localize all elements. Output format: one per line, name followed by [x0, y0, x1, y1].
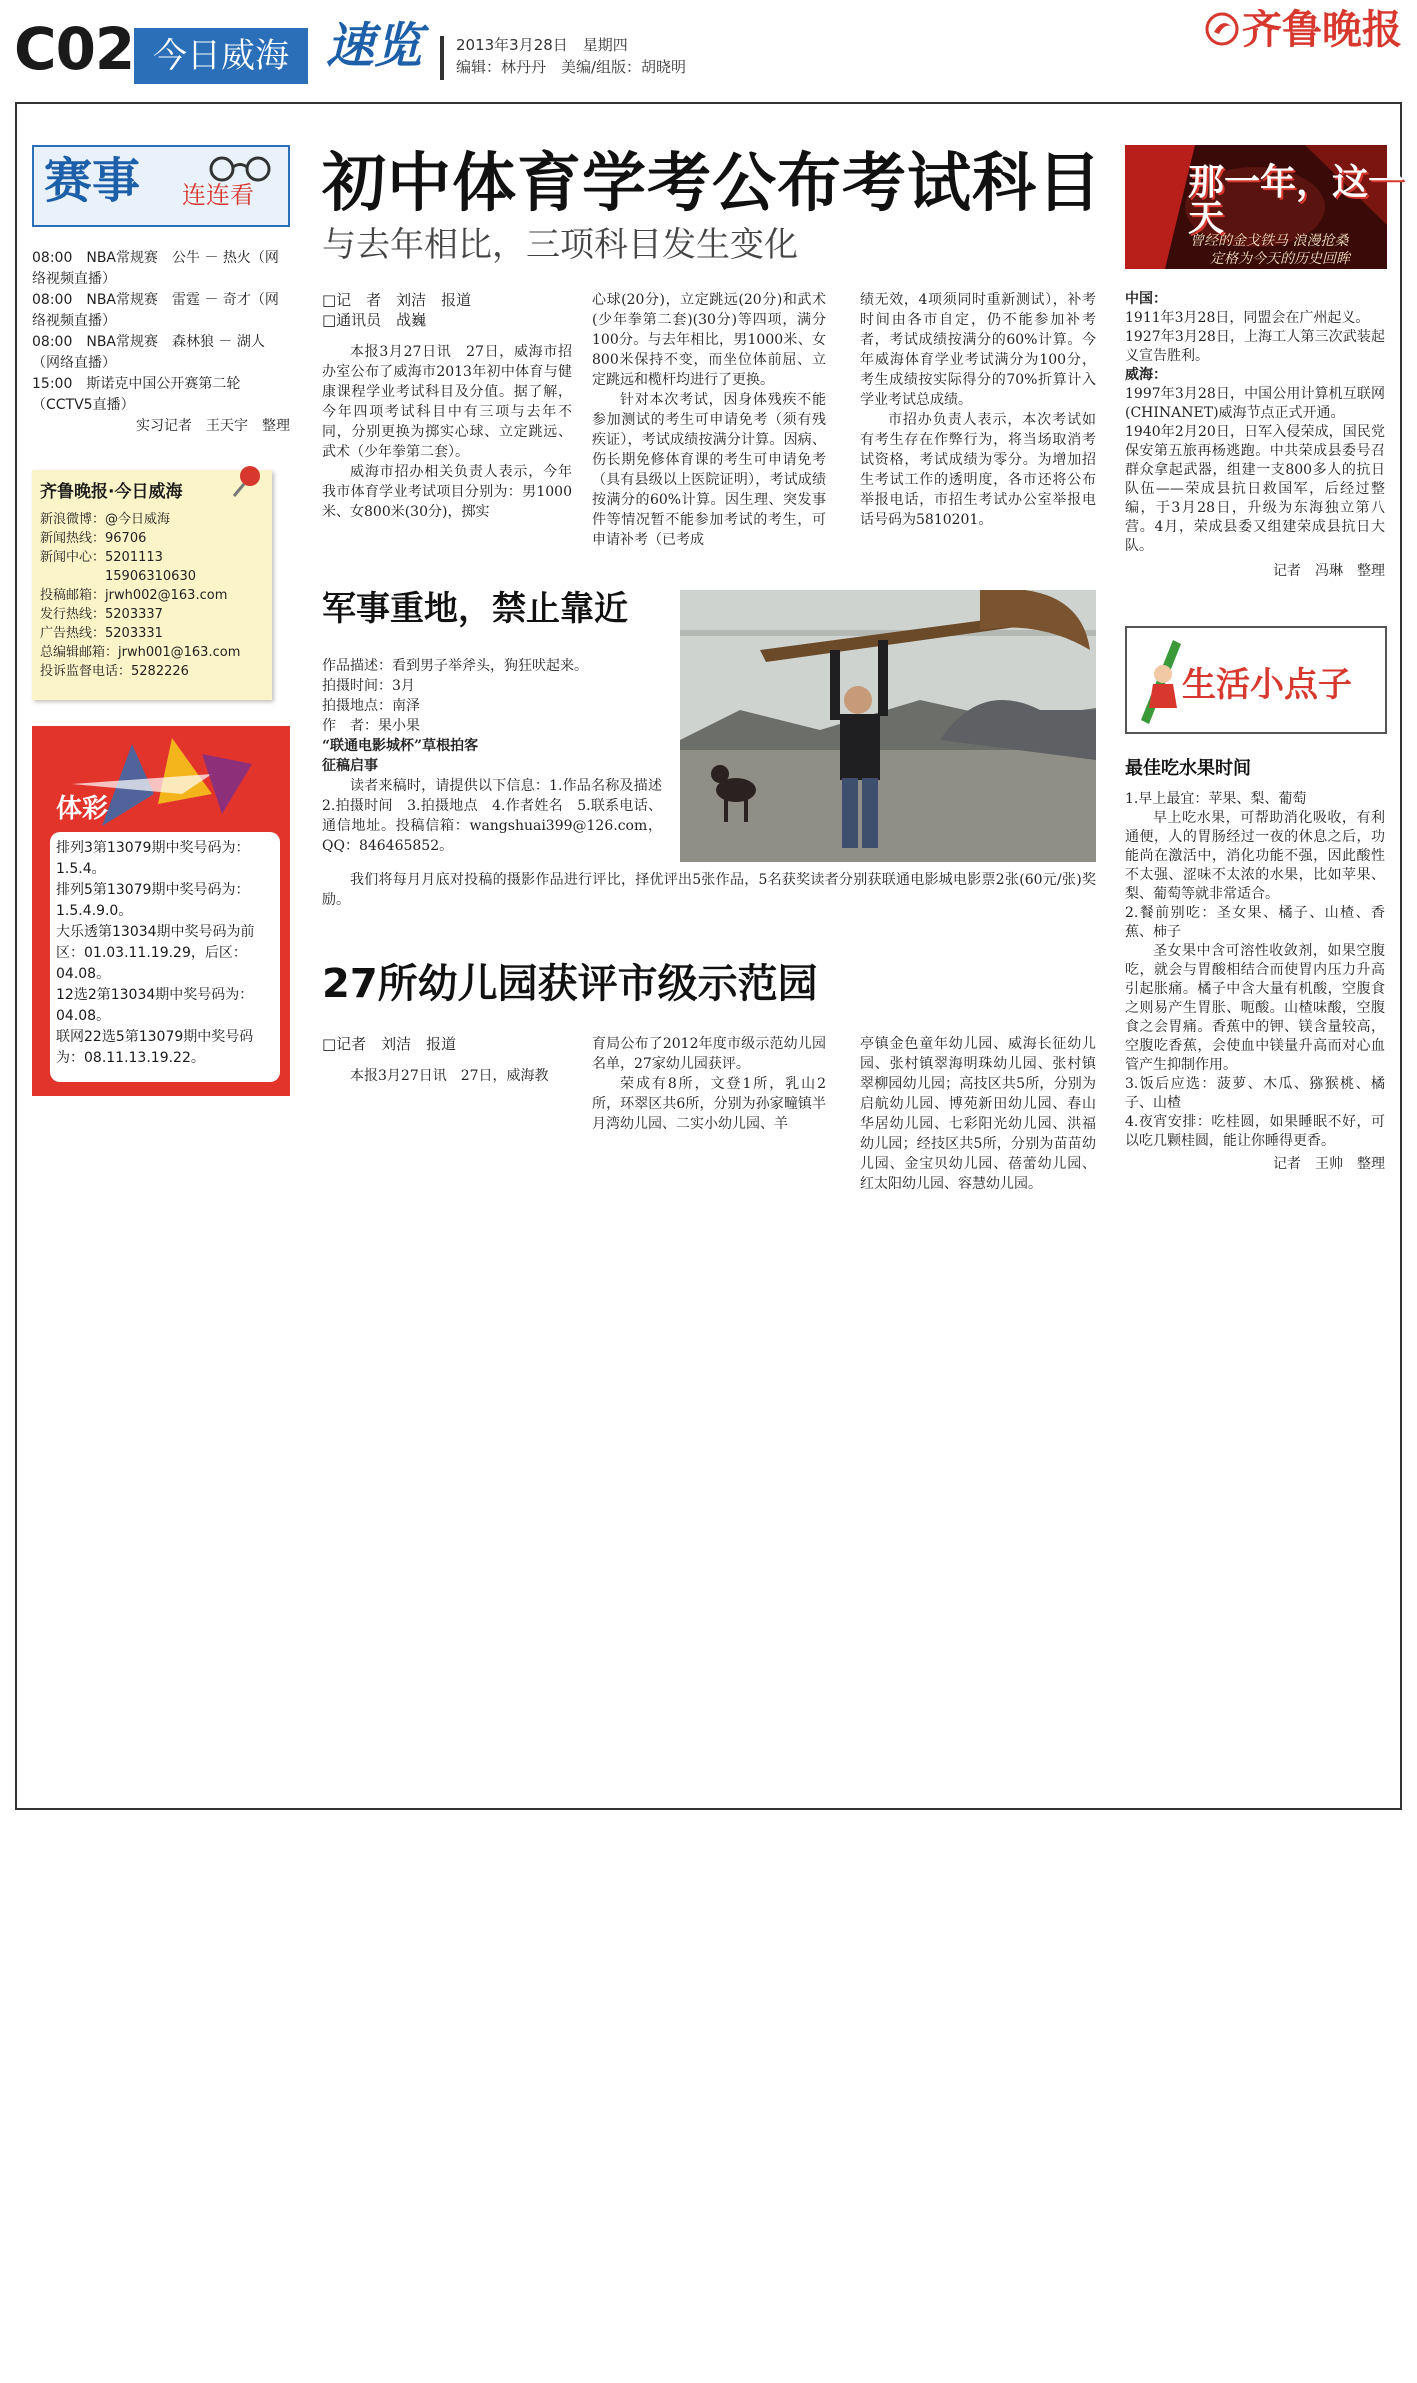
contact-line: 新浪微博：@今日威海	[40, 512, 171, 527]
section-tab[interactable]: 今日威海	[134, 28, 308, 84]
lottery-results	[50, 832, 280, 1082]
paragraph: 市招办负责人表示，本次考试如有考生存在作弊行为，将当场取消考试资格，考试成绩为零分。为增加招生考试工作的透明度，各市还将公布举报电话，市招生考试办公室举报电话号码为5810201。	[860, 412, 1096, 528]
contact-line: 投稿邮箱：jrwh002@163.com	[40, 588, 228, 603]
lottery-result: 大乐透第13034期中奖号码为前区：01.03.11.19.29，后区：04.08。	[56, 924, 255, 982]
submission-notice: 读者来稿时，请提供以下信息：1.作品名称及描述 2.拍摄时间 3.拍摄地点 4.作者姓名 5.联系电话、通信地址。投稿信箱：wangshuai399@126.com，QQ：846465852。	[322, 778, 676, 854]
schedule-item: 08:00 NBA常规赛 森林狼 － 湖人（网络直播）	[32, 334, 265, 371]
contact-card-title: 齐鲁晚报·今日威海	[40, 482, 183, 502]
paragraph: 我们将每月月底对投稿的摄影作品进行评比，择优评出5张作品，5名获奖读者分别获联通电影城电影票2张(60元/张)奖励。	[322, 872, 1096, 908]
history-banner-title: 那一年，这一天	[1188, 162, 1405, 239]
tip-item: 早上吃水果，可帮助消化吸收，有利通便，人的胃肠经过一夜的休息之后，功能尚在激活中，消化功能不强，因此酸性不太强、涩味不太浓的水果，比如苹果、梨、葡萄等就非常适合。	[1125, 810, 1385, 902]
contact-line: 新闻热线：96706	[40, 531, 147, 546]
life-tips-banner-title: 生活小点子	[1182, 665, 1352, 705]
tip-item: 4.夜宵安排：吃桂圆，如果睡眠不好，可以吃几颗桂圆，能让你睡得更香。	[1125, 1114, 1385, 1149]
event-banner-subtitle: 连连看	[182, 181, 254, 209]
caption-line: 拍摄地点：南泽	[322, 698, 420, 714]
history-banner-sub: 定格为今天的历史回眸	[1210, 251, 1350, 267]
life-tips-credit: 记者 王帅 整理	[1273, 1156, 1385, 1172]
paragraph: 针对本次考试，因身体残疾不能参加测试的考生可申请免考（须有残疾证），考试成绩按满分计算。因病、伤长期免修体育课的考生可申请免考（具有县级以上医院证明），考试成绩按满分的60%计算。因生理、突发事件等情况暂不能参加考试的考生，可申请补考（已考成	[592, 392, 826, 548]
lottery-result: 12选2第13034期中奖号码为：04.08。	[56, 987, 254, 1024]
kinder-column-1	[322, 1034, 562, 1086]
byline: □通讯员 战巍	[322, 311, 427, 329]
pencil-girl-icon	[1133, 634, 1187, 726]
kindergarten-headline[interactable]: 27所幼儿园获评市级示范园	[322, 961, 818, 1007]
page-header	[0, 0, 1417, 92]
paragraph: 绩无效，4项须同时重新测试），补考时间由各市自定，仍不能参加补考者，考试成绩按满分的60%计算。今年威海体育学业考试满分为100分，考生成绩按实际得分的70%折算计入学业考试总成绩。	[860, 292, 1096, 408]
byline: □记 者 刘洁 报道	[322, 291, 472, 309]
caption-line: 作品描述：看到男子举斧头，狗狂吠起来。	[322, 658, 588, 674]
lead-subhead: 与去年相比，三项科目发生变化	[322, 225, 798, 265]
editor-credits: 编辑：林丹丹 美编/组版：胡晓明	[456, 58, 687, 76]
caption-line: 征稿启事	[322, 758, 378, 774]
issue-date: 2013年3月28日 星期四	[456, 36, 628, 54]
history-subhead: 威海：	[1125, 367, 1167, 383]
history-content	[1125, 290, 1385, 581]
lead-headline[interactable]: 初中体育学考公布考试科目	[322, 147, 1102, 221]
photo-story-title[interactable]: 军事重地，禁止靠近	[322, 589, 628, 629]
tip-item: 2.餐前别吃：圣女果、橘子、山楂、香蕉、柿子	[1125, 905, 1385, 940]
paragraph: 威海市招办相关负责人表示，今年我市体育学业考试项目分别为：男1000米、女800米(30分)，掷实	[322, 464, 572, 520]
contact-line: 发行热线：5203337	[40, 607, 163, 622]
photo-story-caption	[322, 656, 676, 856]
schedule-item: 08:00 NBA常规赛 公牛 － 热火（网络视频直播）	[32, 250, 279, 287]
history-credit: 记者 冯琳 整理	[1273, 563, 1385, 579]
contact-line: 总编辑邮箱：jrwh001@163.com	[40, 645, 241, 660]
sublogo: 速览	[326, 18, 423, 74]
divider	[440, 36, 444, 80]
caption-line: 拍摄时间：3月	[322, 678, 415, 694]
contact-lines	[40, 510, 240, 681]
lottery-result: 联网22选5第13079期中奖号码为：08.11.13.19.22。	[56, 1029, 254, 1066]
history-item: 1911年3月28日，同盟会在广州起义。	[1125, 310, 1370, 326]
history-item: 1927年3月28日，上海工人第三次武装起义宣告胜利。	[1125, 329, 1385, 364]
paragraph: 亭镇金色童年幼儿园、威海长征幼儿园、张村镇翠海明珠幼儿园、张村镇翠柳园幼儿园；高技区共5所，分别为启航幼儿园、博苑新田幼儿园、春山华居幼儿园、七彩阳光幼儿园、洪福幼儿园；经技区共5所，分别为苗苗幼儿园、金宝贝幼儿园、蓓蕾幼儿园、红太阳幼儿园、容慧幼儿园。	[860, 1036, 1096, 1192]
event-banner	[32, 145, 290, 227]
event-banner-title: 赛事	[44, 153, 141, 209]
masthead-logo-icon	[1205, 12, 1239, 46]
lead-column-3	[860, 290, 1096, 530]
glasses-icon	[202, 153, 282, 183]
page-code: C02	[14, 15, 135, 83]
contact-line: 广告热线：5203331	[40, 626, 163, 641]
caption-line: “联通电影城杯”草根拍客	[322, 738, 479, 754]
paragraph: 本报3月27日讯 27日，威海市招办室公布了威海市2013年初中体育与健康课程学业考试科目及分值。据了解，今年四项考试科目中有三项与去年不同，分别更换为掷实心球、立定跳远、武术（少年拳第二套）。	[322, 344, 572, 460]
contact-card	[32, 470, 272, 700]
paragraph: 本报3月27日讯 27日，威海教	[350, 1068, 549, 1084]
history-item: 1940年2月20日，日军入侵荣成，国民党保安第五旅再杨逃跑。中共荣成县委号召群众拿起武器，组建一支800多人的抗日队伍——荣成县抗日救国军，后经过整编，于3月28日，升级为东海独立第八营。4月，荣成县委又组建荣成县抗日大队。	[1125, 424, 1385, 554]
photo-award-note	[322, 870, 1096, 910]
contact-line: 投诉监督电话：5282226	[40, 664, 189, 679]
schedule-credit: 实习记者 王天宇 整理	[136, 418, 290, 434]
lottery-result: 排列5第13079期中奖号码为：1.5.4.9.0。	[56, 882, 250, 919]
paragraph: 荣成有8所，文登1所，乳山2所，环翠区共6所，分别为孙家疃镇半月湾幼儿园、二实小幼儿园、羊	[592, 1076, 826, 1132]
byline: □记者 刘洁 报道	[322, 1035, 457, 1053]
history-subhead: 中国：	[1125, 291, 1167, 307]
pushpin-icon	[226, 462, 266, 502]
sports-schedule	[32, 248, 290, 437]
paragraph: 心球(20分)，立定跳远(20分)和武术(少年拳第二套)(30分)等四项，满分100分。与去年相比，男1000米、女800米保持不变，而坐位体前屈、立定跳远和榄杆均进行了更换。	[592, 292, 826, 388]
life-tips-content	[1125, 790, 1385, 1174]
schedule-item: 08:00 NBA常规赛 雷霆 － 奇才（网络视频直播）	[32, 292, 279, 329]
life-tips-title[interactable]: 最佳吃水果时间	[1125, 758, 1251, 779]
contact-line: 新闻中心：5201113	[40, 550, 163, 565]
lead-column-2	[592, 290, 826, 550]
schedule-item: 15:00 斯诺克中国公开赛第二轮（CCTV5直播）	[32, 376, 241, 413]
tip-item: 圣女果中含可溶性收敛剂，如果空腹吃，就会与胃酸相结合而使胃内压力升高引起胀痛。橘子中含大量有机酸，空腹食之则易产生胃胀、呃酸。山楂味酸，空腹食之会胃痛。香蕉中的钾、镁含量较高，空腹吃香蕉，会使血中镁量升高而对心血管产生抑制作用。	[1125, 943, 1385, 1073]
kinder-column-3	[860, 1034, 1096, 1194]
photo-man-with-axe	[680, 590, 1096, 862]
paragraph: 育局公布了2012年度市级示范幼儿园名单，27家幼儿园获评。	[592, 1036, 826, 1072]
lead-column-1	[322, 290, 572, 522]
caption-line: 作 者：果小果	[322, 718, 420, 734]
tip-item: 1.早上最宜：苹果、梨、葡萄	[1125, 791, 1307, 807]
kinder-column-2	[592, 1034, 826, 1134]
history-item: 1997年3月28日，中国公用计算机互联网(CHINANET)威海节点正式开通。	[1125, 386, 1385, 421]
masthead[interactable]: 齐鲁晚报	[1242, 6, 1402, 53]
lottery-result: 排列3第13079期中奖号码为：1.5.4。	[56, 840, 250, 877]
lottery-label: 体彩	[56, 794, 109, 824]
tip-item: 3.饭后应选：菠萝、木瓜、猕猴桃、橘子、山楂	[1125, 1076, 1385, 1111]
history-banner-sub: 曾经的金戈铁马 浪漫抢桑	[1190, 233, 1349, 249]
contact-line: 15906310630	[40, 569, 196, 584]
